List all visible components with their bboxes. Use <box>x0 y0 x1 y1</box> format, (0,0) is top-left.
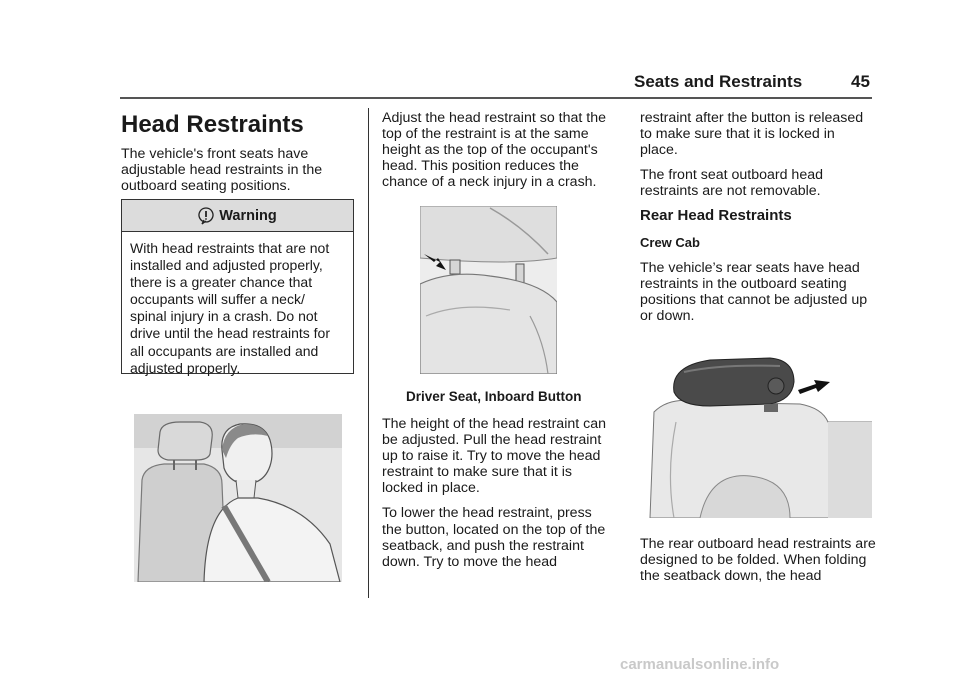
section-title: Seats and Restraints <box>634 72 803 91</box>
figure-caption: Driver Seat, Inboard Button <box>406 389 582 404</box>
height-adjust-paragraph: The height of the head restraint can be adjusted. Pull the head restraint up to raise it. Try to move the head restraint to make sure that it is locked in place. <box>382 416 606 497</box>
warning-icon <box>198 207 214 225</box>
page-number: 45 <box>851 72 870 91</box>
watermark: carmanualsonline.info <box>620 656 780 673</box>
page-heading: Head Restraints <box>121 111 304 138</box>
column-divider <box>368 108 369 598</box>
intro-paragraph: The vehicle's front seats have adjustable head restraints in the outboard seating positions. <box>121 146 323 195</box>
rear-restraints-heading: Rear Head Restraints <box>640 207 792 225</box>
warning-text: With head restraints that are not installed and adjusted properly, there is a greater chance that occupants will suffer a neck/ spinal injury in a crash. Do not drive until the head restraints for all occupants are installed and adjusted properly. <box>130 240 330 376</box>
column-1 <box>121 111 357 203</box>
column-3-lower <box>640 536 876 593</box>
adjust-paragraph: Adjust the head restraint so that the top of the restraint is at the same height as the top of the occupant's head. This position reduces the chance of a neck injury in a crash. <box>382 110 606 191</box>
locked-paragraph: restraint after the button is released to make sure that it is locked in place. <box>640 110 864 159</box>
crew-cab-subheading: Crew Cab <box>640 234 700 250</box>
column-2-lower <box>382 416 614 579</box>
header-rule <box>120 97 872 99</box>
warning-header <box>122 200 353 232</box>
column-2 <box>382 110 614 199</box>
rear-head-restraint-illustration <box>640 352 872 518</box>
rear-seats-paragraph: The vehicle’s rear seats have head restraints in the outboard seating positions that cannot be adjusted up or down. <box>640 259 868 324</box>
inboard-button-illustration <box>420 206 557 374</box>
lower-restraint-paragraph: To lower the head restraint, press the button, located on the top of the seatback, and push the restraint down. Try to move the head <box>382 505 606 570</box>
occupant-head-restraint-illustration <box>134 414 342 582</box>
warning-box <box>121 199 354 374</box>
warning-title: Warning <box>219 207 277 224</box>
not-removable-paragraph: The front seat outboard head restraints are not removable. <box>640 167 823 200</box>
column-3 <box>640 110 876 333</box>
fold-paragraph: The rear outboard head restraints are designed to be folded. When folding the seatback down, the head <box>640 536 876 585</box>
